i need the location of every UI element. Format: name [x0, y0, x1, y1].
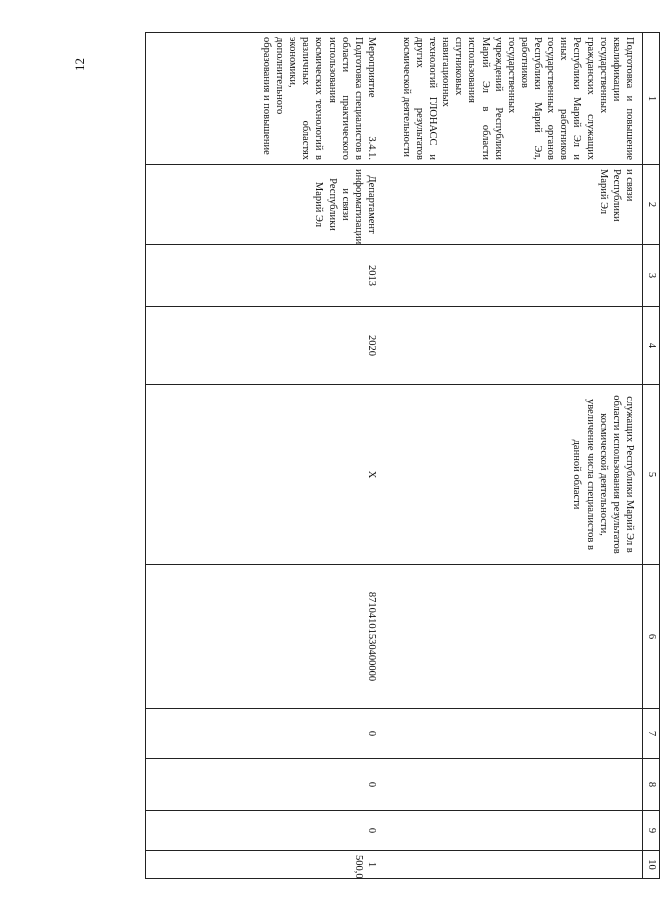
cell-value-7: 0 — [146, 709, 387, 759]
cell-value-7 — [386, 709, 643, 759]
cell-end-year — [386, 307, 643, 385]
cell-activity-name: Подготовка и повышение квалификации государственных гражданских служащих Республики Марий Эл и иных работников государственных органов Республики Марий Эл, работников государственных учреждений Республики Марий Эл в области использования спутниковых навигационных технологий ГЛОНАСС и других результатов космической деятельности — [386, 33, 643, 165]
cell-start-year: 2013 — [146, 245, 387, 307]
page-number: 12 — [72, 58, 87, 71]
column-header-3: 3 — [643, 245, 660, 307]
cell-value-10 — [386, 851, 643, 879]
cell-expected-result: служащих Республики Марий Эл в области использования результатов космической деятельности, увеличение числа специалистов в данной области — [386, 385, 643, 565]
column-header-5: 5 — [643, 385, 660, 565]
cell-budget-code: 87104101530400000 — [146, 565, 387, 709]
program-table — [145, 32, 660, 879]
cell-value-9 — [386, 811, 643, 851]
cell-activity-name: Мероприятие 3.4.1. Подготовка специалистов в области практического использования космических технологий в различных областях экономики, дополнительного образования и повышение — [146, 33, 387, 165]
column-header-2: 2 — [643, 165, 660, 245]
table-row-activity-3-4-1 — [146, 33, 387, 879]
cell-value-8 — [386, 759, 643, 811]
header-row — [643, 33, 660, 879]
cell-end-year: 2020 — [146, 307, 387, 385]
cell-value-10: 1 500,0 — [146, 851, 387, 879]
cell-executor: и связи Республики Марий Эл — [386, 165, 643, 245]
document-sheet — [100, 32, 660, 878]
column-header-4: 4 — [643, 307, 660, 385]
column-header-6: 6 — [643, 565, 660, 709]
column-header-10: 10 — [643, 851, 660, 879]
cell-value-8: 0 — [146, 759, 387, 811]
column-header-8: 8 — [643, 759, 660, 811]
cell-value-9: 0 — [146, 811, 387, 851]
cell-budget-code — [386, 565, 643, 709]
cell-start-year — [386, 245, 643, 307]
cell-executor: Департамент информатизации и связи Республики Марий Эл — [146, 165, 387, 245]
column-header-7: 7 — [643, 709, 660, 759]
column-header-1: 1 — [643, 33, 660, 165]
cell-expected-result: Х — [146, 385, 387, 565]
table-row-continuation — [386, 33, 643, 879]
column-header-9: 9 — [643, 811, 660, 851]
